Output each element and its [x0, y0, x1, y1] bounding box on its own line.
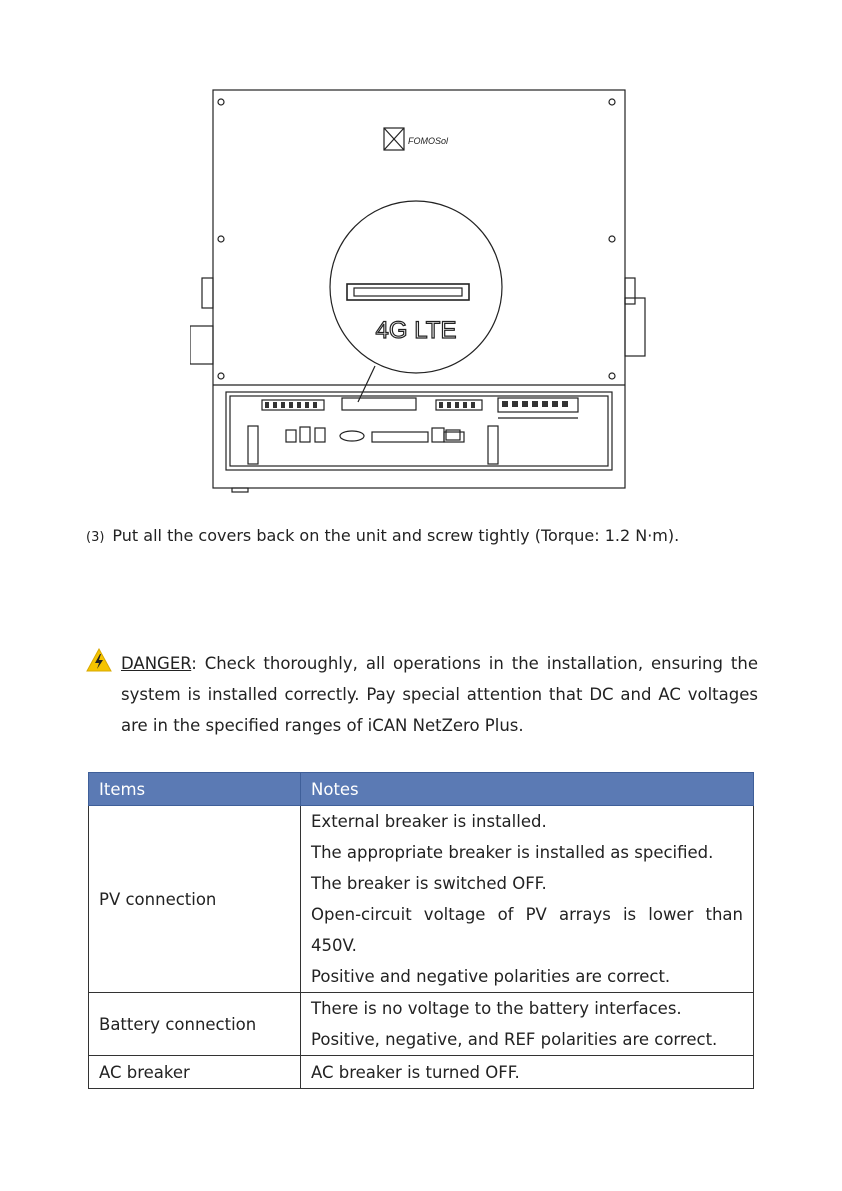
table-row: [89, 1056, 754, 1089]
header-notes: Notes: [301, 773, 754, 806]
danger-label: DANGER: [121, 654, 192, 673]
danger-notice: [86, 648, 758, 741]
step-text: Put all the covers back on the unit and screw tightly (Torque: 1.2 N·m).: [112, 526, 680, 545]
table-header-row: [89, 773, 754, 806]
item-ac-breaker: AC breaker: [89, 1056, 301, 1089]
note: AC breaker is turned OFF.: [311, 1062, 520, 1082]
header-items: Items: [89, 773, 301, 806]
table-row: [89, 993, 754, 1056]
notes-battery-connection: [301, 993, 754, 1056]
warning-lightning-icon: [86, 648, 112, 672]
notes-ac-breaker: [301, 1056, 754, 1089]
notes-pv-connection: [301, 806, 754, 993]
logo-text: FOMOSol: [408, 136, 449, 146]
step-3: [86, 526, 679, 545]
note: The breaker is switched OFF.: [311, 874, 547, 893]
danger-text: : Check thoroughly, all operations in the installation, ensuring the system is installed correctly. Pay special attention that DC and AC voltages are in the specified ranges of iCAN NetZero Plus.: [121, 654, 758, 735]
item-pv-connection: PV connection: [89, 806, 301, 993]
note: Positive, negative, and REF polarities are correct.: [311, 1030, 718, 1049]
note: Positive and negative polarities are correct.: [311, 967, 671, 986]
note: Open-circuit voltage of PV arrays is lower than 450V.: [311, 905, 743, 955]
note: There is no voltage to the battery interfaces.: [311, 999, 682, 1018]
inverter-diagram: [190, 80, 650, 500]
checklist-table: [88, 772, 754, 1089]
note: The appropriate breaker is installed as specified.: [311, 843, 714, 862]
step-number: (3): [86, 530, 105, 545]
note: External breaker is installed.: [311, 812, 547, 831]
inverter-drawing: [190, 80, 650, 500]
callout-label: 4G LTE: [375, 317, 457, 344]
table-row: [89, 806, 754, 993]
item-battery-connection: Battery connection: [89, 993, 301, 1056]
